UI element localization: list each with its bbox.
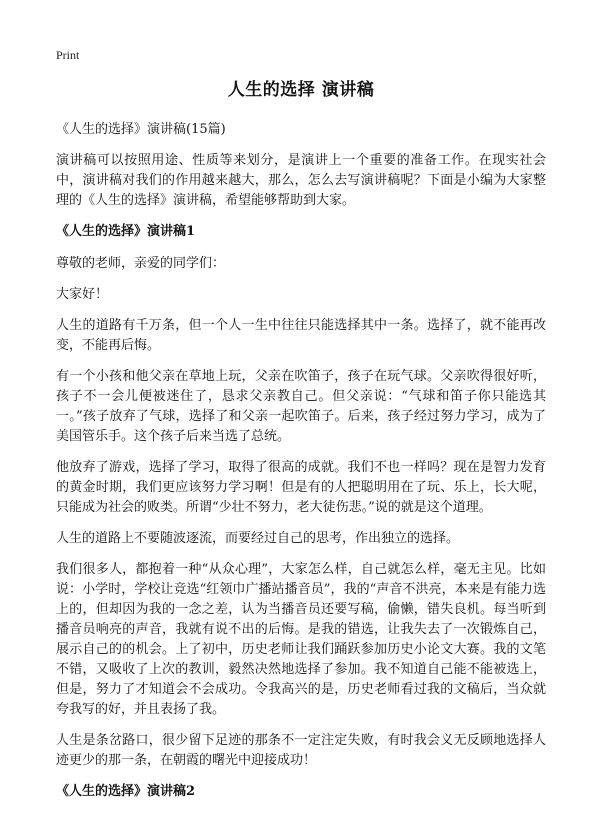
page-title: 人生的选择 演讲稿 — [227, 80, 375, 100]
body-paragraph: 人生是条岔路口，很少留下足迹的那条不一定注定失败，有时我会义无反顾地选择人迹更少的那一条，在朝霞的曙光中迎接成功！ — [56, 733, 546, 768]
body-paragraph: 我们很多人，都抱着一种“从众心理”，大家怎么样，自己就怎么样，毫无主见。比如说：小学时，学校让竞选“红领巾广播站播音员”，我的“声音不洪亮，本来是有能力选上的，但却因为我的一念之差，认为当播音员还要写稿，偷懒，错失良机。每当听到播音员响亮的声音，我就有说不出的后悔。是我的错选，让我失去了一次锻炼自己，展示自己的的机会。上了初中，历史老师让我们踊跃参加历史小论文大赛。我的文笔不错，又吸收了上次的教训，毅然决然地选择了参加。我不知道自己能不能被选上，但是，努力了才知道会不会成功。令我高兴的是，历史老师看过我的文稿后，当众就夸我写的好，并且表扬了我。 — [56, 562, 546, 717]
document-subtitle: 《人生的选择》演讲稿(15篇) — [56, 122, 226, 137]
section-heading-1: 《人生的选择》演讲稿1 — [56, 224, 196, 239]
document-body — [56, 78, 546, 814]
section-heading-2: 《人生的选择》演讲稿2 — [56, 784, 196, 799]
print-link[interactable]: Print — [56, 48, 80, 62]
body-paragraph: 人生的道路上不要随波逐流，而要经过自己的思考，作出独立的选择。 — [56, 531, 460, 546]
body-paragraph: 人生的道路有千万条，但一个人一生中往往只能选择其中一条。选择了，就不能再改变，不能再后悔。 — [56, 318, 546, 353]
greeting-paragraph: 大家好！ — [56, 287, 109, 302]
salutation-paragraph: 尊敬的老师，亲爱的同学们： — [56, 256, 226, 271]
intro-paragraph: 演讲稿可以按照用途、性质等来划分，是演讲上一个重要的准备工作。在现实社会中，演讲稿对我们的作用越来越大，那么，怎么去写演讲稿呢？下面是小编为大家整理的《人生的选择》演讲稿，希望能够帮助到大家。 — [56, 153, 546, 208]
body-paragraph: 他放弃了游戏，选择了学习，取得了很高的成就。我们不也一样吗？现在是智力发育的黄金时期，我们更应该努力学习啊！但是有的人把聪明用在了玩、乐上，长大呢，只能成为社会的败类。所谓“少壮不努力，老大徒伤悲。”说的就是这个道理。 — [56, 460, 546, 515]
body-paragraph: 有一个小孩和他父亲在草地上玩，父亲在吹笛子，孩子在玩气球。父亲吹得很好听，孩子不一会儿便被迷住了，恳求父亲教自己。但父亲说：“气球和笛子你只能选其一。”孩子放弃了气球，选择了和父亲一起吹笛子。后来，孩子经过努力学习，成为了美国管乐手。这个孩子后来当选了总统。 — [56, 369, 546, 444]
